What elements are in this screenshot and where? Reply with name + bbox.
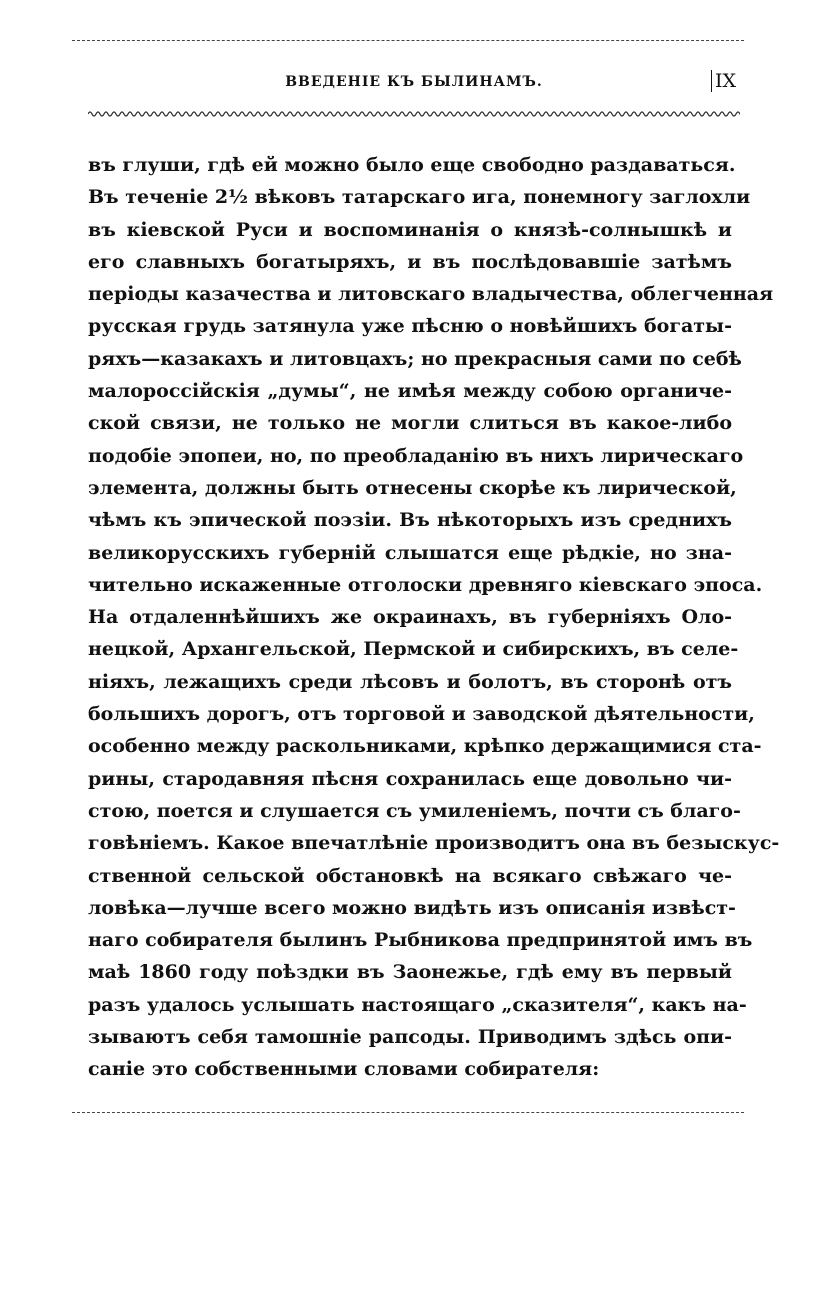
text-line: великорусскихъ губерній слышатся еще рѣдкіе, но зна-	[88, 541, 732, 564]
text-line: ской связи, не только не могли слиться въ какое-либо	[88, 412, 732, 435]
text-line: Въ теченіе 2½ вѣковъ татарскаго ига, понемногу заглохли	[88, 186, 751, 209]
text-line: рины, стародавняя пѣсня сохранилась еще довольно чи-	[88, 767, 732, 790]
text-line: его славныхъ богатыряхъ, и въ послѣдовавшіе затѣмъ	[88, 250, 732, 273]
text-line: подобіе эпопеи, но, по преобладанію въ нихъ лирическаго	[88, 444, 744, 467]
running-title: ВВЕДЕНІЕ КЪ БЫЛИНАМЪ.	[285, 74, 543, 90]
text-line: въ глуши, гдѣ ей можно было еще свободно раздаваться.	[88, 154, 736, 176]
text-line: особенно между раскольниками, крѣпко держащимися ста-	[88, 735, 762, 758]
text-line: На отдаленнѣйшихъ же окраинахъ, въ губерніяхъ Оло-	[88, 606, 732, 629]
wavy-divider	[88, 108, 740, 120]
text-line: чѣмъ къ эпической поэзіи. Въ нѣкоторыхъ изъ среднихъ	[88, 509, 732, 532]
text-line: ніяхъ, лежащихъ среди лѣсовъ и болотъ, въ сторонѣ отъ	[88, 670, 732, 693]
text-line: періоды казачества и литовскаго владычества, облегченная	[88, 283, 774, 306]
text-line: саніе это собственными словами собирателя:	[88, 1058, 600, 1081]
text-line: чительно искаженные отголоски древняго кіевскаго эпоса.	[88, 573, 763, 596]
text-line: большихъ дорогъ, отъ торговой и заводской дѣятельности,	[88, 703, 755, 726]
page-number: IX	[711, 70, 736, 92]
top-rule	[72, 40, 744, 41]
text-line: наго собирателя былинъ Рыбникова предпринятой имъ въ	[88, 929, 753, 952]
page-header	[88, 70, 740, 100]
text-line: ловѣка—лучше всего можно видѣть изъ описанія извѣст-	[88, 896, 736, 919]
text-line: стою, поется и слушается съ умиленіемъ, почти съ благо-	[88, 799, 741, 822]
text-line: маѣ 1860 году поѣздки въ Заонежье, гдѣ ему въ первый	[88, 961, 732, 984]
text-line: нецкой, Архангельской, Пермской и сибирскихъ, въ селе-	[88, 638, 739, 661]
text-line: ственной сельской обстановкѣ на всякаго свѣжаго че-	[88, 864, 732, 887]
text-line: элемента, должны быть отнесены скорѣе къ лирической,	[88, 476, 737, 499]
text-line: разъ удалось услышать настоящаго „сказителя“, какъ на-	[88, 993, 747, 1016]
text-line: русская грудь затянула уже пѣсню о новѣйшихъ богаты-	[88, 315, 732, 338]
body-text	[88, 149, 780, 1086]
text-line: въ кіевской Руси и воспоминанія о князѣ-солнышкѣ и	[88, 218, 732, 241]
bottom-rule	[72, 1112, 744, 1113]
text-line: говѣніемъ. Какое впечатлѣніе производитъ она въ безыскус-	[88, 832, 780, 855]
text-line: зываютъ себя тамошніе рапсоды. Приводимъ здѣсь опи-	[88, 1026, 732, 1049]
text-line: малороссійскія „думы“, не имѣя между собою органиче-	[88, 380, 732, 403]
text-line: ряхъ—казакахъ и литовцахъ; но прекрасныя сами по себѣ	[88, 347, 742, 370]
